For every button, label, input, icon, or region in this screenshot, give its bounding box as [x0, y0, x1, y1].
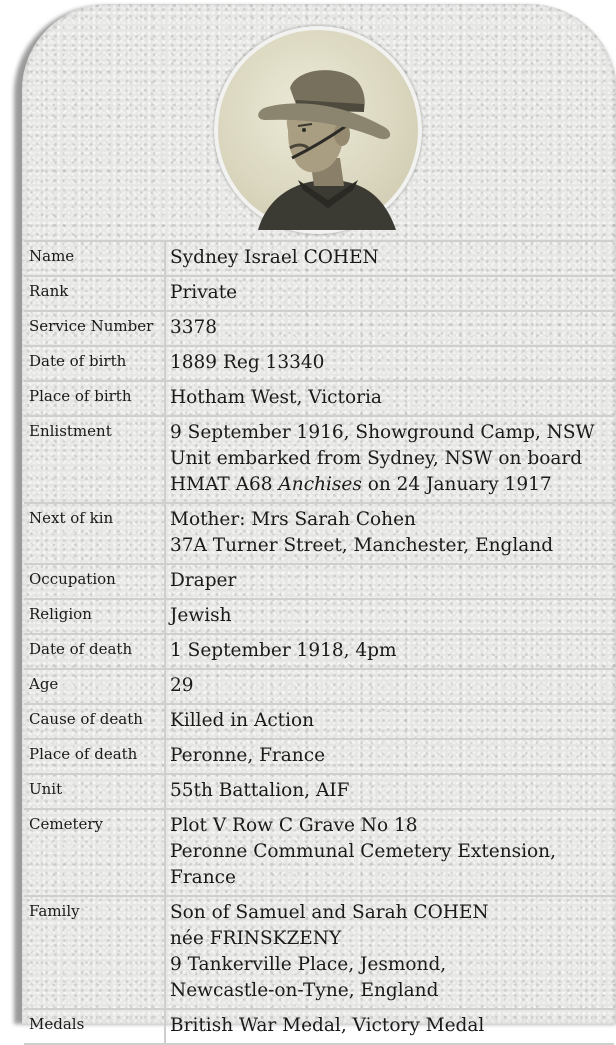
row-cemetery — [24, 809, 614, 896]
value-enlistment-line: Unit embarked from Sydney, NSW on board — [170, 448, 583, 469]
label-date-of-birth: Date of birth — [24, 346, 165, 381]
value-cemetery-line: Peronne Communal Cemetery Extension, — [170, 841, 556, 862]
value-date-of-birth — [165, 346, 614, 381]
ship-name: Anchises — [278, 474, 362, 495]
value-cemetery — [165, 809, 614, 896]
value-family — [165, 896, 614, 1009]
label-place-of-death: Place of death — [24, 739, 165, 774]
value-cause-of-death-line: Killed in Action — [170, 710, 315, 731]
value-enlistment-ship-line — [170, 472, 610, 498]
ship-line-suffix: on 24 January 1917 — [361, 474, 552, 495]
value-service-number-line: 3378 — [170, 317, 218, 338]
value-name-line: Sydney Israel COHEN — [170, 247, 379, 268]
row-date-of-death — [24, 634, 614, 669]
value-age — [165, 669, 614, 704]
row-unit — [24, 774, 614, 809]
label-date-of-death: Date of death — [24, 634, 165, 669]
row-service-number — [24, 311, 614, 346]
value-cause-of-death — [165, 704, 614, 739]
label-enlistment: Enlistment — [24, 416, 165, 503]
value-place-of-death-line: Peronne, France — [170, 745, 326, 766]
value-religion-line: Jewish — [170, 605, 232, 626]
row-religion — [24, 599, 614, 634]
value-place-of-death — [165, 739, 614, 774]
value-family-line: Newcastle-on-Tyne, England — [170, 980, 439, 1001]
value-name — [165, 241, 614, 276]
value-date-of-death-line: 1 September 1918, 4pm — [170, 640, 397, 661]
value-place-of-birth-line: Hotham West, Victoria — [170, 387, 382, 408]
label-unit: Unit — [24, 774, 165, 809]
row-cause-of-death — [24, 704, 614, 739]
value-unit — [165, 774, 614, 809]
value-service-number — [165, 311, 614, 346]
value-occupation — [165, 564, 614, 599]
value-place-of-birth — [165, 381, 614, 416]
value-next-of-kin-line: Mother: Mrs Sarah Cohen — [170, 509, 416, 530]
value-cemetery-line: France — [170, 867, 236, 888]
label-name: Name — [24, 241, 165, 276]
row-rank — [24, 276, 614, 311]
value-next-of-kin — [165, 503, 614, 564]
row-medals — [24, 1009, 614, 1044]
label-cause-of-death: Cause of death — [24, 704, 165, 739]
value-date-of-death — [165, 634, 614, 669]
value-unit-line: 55th Battalion, AIF — [170, 780, 350, 801]
value-rank — [165, 276, 614, 311]
value-cemetery-line: Plot V Row C Grave No 18 — [170, 815, 418, 836]
value-date-of-birth-line: 1889 Reg 13340 — [170, 352, 325, 373]
label-medals: Medals — [24, 1009, 165, 1044]
row-date-of-birth — [24, 346, 614, 381]
label-occupation: Occupation — [24, 564, 165, 599]
row-next-of-kin — [24, 503, 614, 564]
label-place-of-birth: Place of birth — [24, 381, 165, 416]
row-enlistment — [24, 416, 614, 503]
value-family-line: Son of Samuel and Sarah COHEN — [170, 902, 489, 923]
value-religion — [165, 599, 614, 634]
row-name — [24, 241, 614, 276]
soldier-portrait-image — [218, 30, 418, 230]
row-place-of-death — [24, 739, 614, 774]
service-record-table — [24, 240, 614, 1045]
value-rank-line: Private — [170, 282, 238, 303]
label-service-number: Service Number — [24, 311, 165, 346]
label-next-of-kin: Next of kin — [24, 503, 165, 564]
ship-line-prefix: HMAT A68 — [170, 474, 279, 495]
value-enlistment-line: 9 September 1916, Showground Camp, NSW — [170, 422, 595, 443]
value-next-of-kin-line: 37A Turner Street, Manchester, England — [170, 535, 554, 556]
row-place-of-birth — [24, 381, 614, 416]
row-age — [24, 669, 614, 704]
value-occupation-line: Draper — [170, 570, 237, 591]
value-medals — [165, 1009, 614, 1044]
row-occupation — [24, 564, 614, 599]
value-medals-line: British War Medal, Victory Medal — [170, 1015, 485, 1036]
label-age: Age — [24, 669, 165, 704]
value-enlistment — [165, 416, 614, 503]
value-family-line: née FRINSKZENY — [170, 928, 342, 949]
label-cemetery: Cemetery — [24, 809, 165, 896]
value-age-line: 29 — [170, 675, 194, 696]
label-family: Family — [24, 896, 165, 1009]
portrait-frame — [214, 26, 422, 234]
row-family — [24, 896, 614, 1009]
label-rank: Rank — [24, 276, 165, 311]
soldier-portrait — [218, 30, 418, 230]
value-family-line: 9 Tankerville Place, Jesmond, — [170, 954, 447, 975]
label-religion: Religion — [24, 599, 165, 634]
